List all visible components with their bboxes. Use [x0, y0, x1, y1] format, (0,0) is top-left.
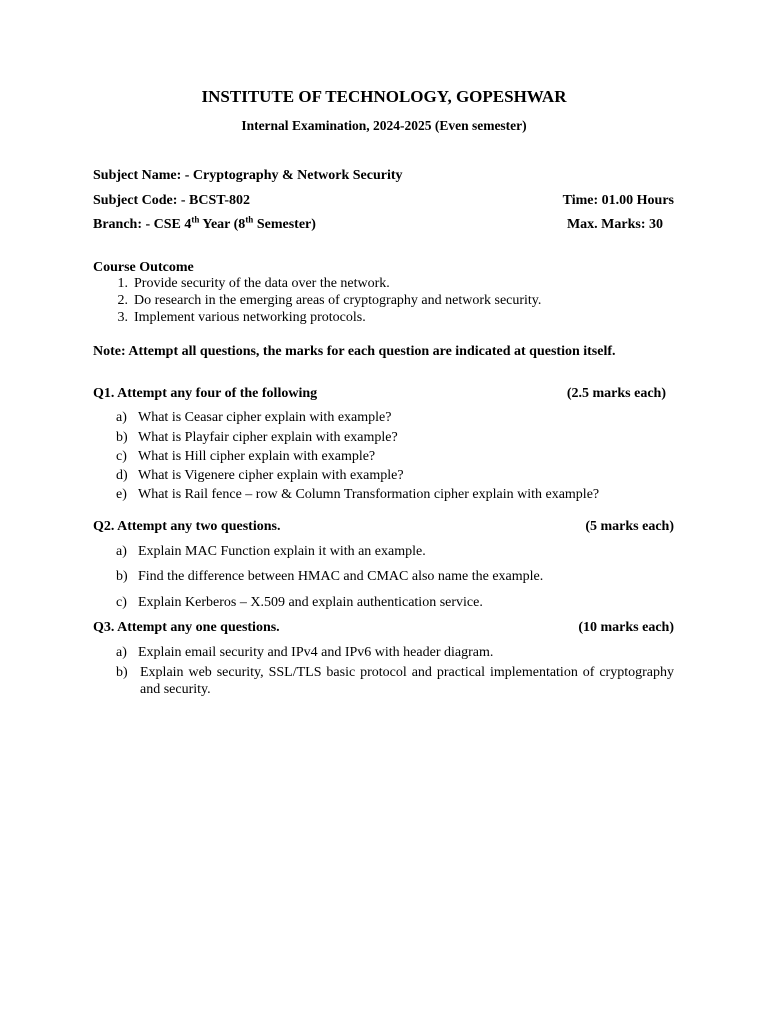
course-outcome-item: 2. Do research in the emerging areas of cryptography and network security. [117, 293, 542, 308]
q1-heading: Q1. Attempt any four of the following [93, 386, 318, 401]
q2-item: c) Explain Kerberos – X.509 and explain authentication service. [116, 595, 483, 610]
branch-sup-year: th [191, 214, 200, 225]
q1-item: b) What is Playfair cipher explain with example? [116, 430, 398, 445]
q3-item: b) Explain web security, SSL/TLS basic protocol and practical implementation of cryptography and security. [116, 665, 674, 697]
exam-subtitle: Internal Examination, 2024-2025 (Even semester) [241, 118, 527, 133]
max-marks: Max. Marks: 30 [566, 217, 663, 232]
subject-name: Subject Name: - Cryptography & Network Security [93, 168, 403, 183]
q2-item: a) Explain MAC Function explain it with an example. [116, 544, 426, 559]
subject-code: Subject Code: - BCST-802 [93, 193, 250, 208]
q3-marks: (10 marks each) [578, 620, 674, 635]
q1-item: a) What is Ceasar cipher explain with example? [116, 410, 392, 425]
q3-item: a) Explain email security and IPv4 and IPv6 with header diagram. [116, 645, 494, 660]
instruction-note: Note: Attempt all questions, the marks for each question are indicated at question itself. [93, 344, 616, 359]
course-outcome-item: 3. Implement various networking protocols. [117, 310, 366, 325]
q2-marks: (5 marks each) [585, 519, 674, 534]
branch-sup-semester: th [245, 214, 254, 225]
branch-mid: Year (8 [199, 217, 246, 232]
q1-item: e) What is Rail fence – row & Column Transformation cipher explain with example? [116, 487, 600, 502]
branch [93, 214, 316, 233]
q1-item: c) What is Hill cipher explain with example? [116, 449, 376, 464]
course-outcome-item: 1. Provide security of the data over the network. [117, 276, 390, 291]
q2-heading: Q2. Attempt any two questions. [93, 519, 281, 534]
q3-heading: Q3. Attempt any one questions. [93, 620, 280, 635]
institute-title: INSTITUTE OF TECHNOLOGY, GOPESHWAR [201, 87, 567, 106]
q1-item: d) What is Vigenere cipher explain with example? [116, 468, 404, 483]
branch-suffix: Semester) [253, 217, 316, 232]
q2-item: b) Find the difference between HMAC and CMAC also name the example. [116, 569, 544, 584]
course-outcome-heading: Course Outcome [93, 260, 194, 275]
branch-prefix: Branch: - CSE 4 [93, 217, 192, 232]
q1-marks: (2.5 marks each) [566, 386, 666, 401]
exam-time: Time: 01.00 Hours [562, 193, 674, 208]
